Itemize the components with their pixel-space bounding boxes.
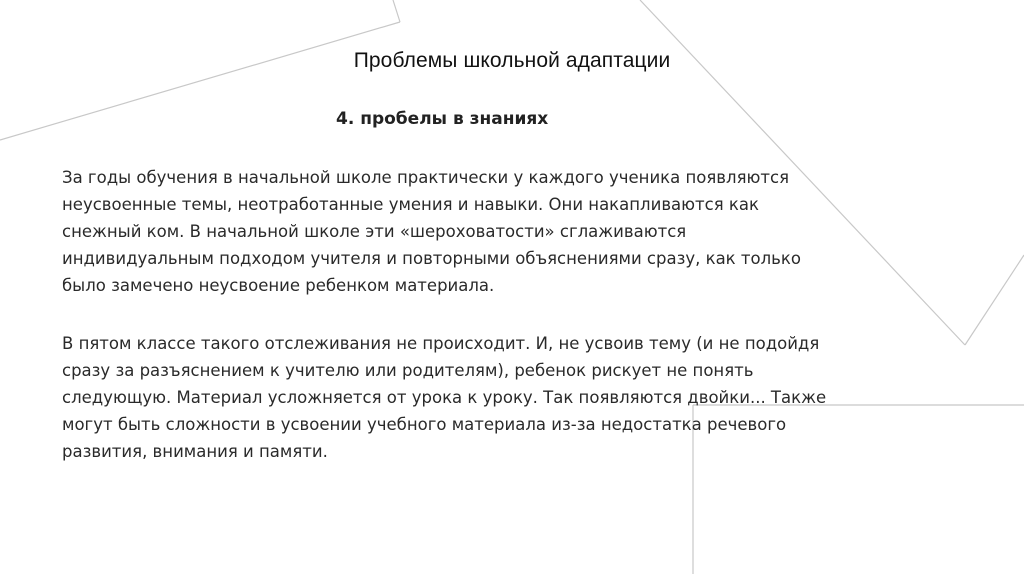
paragraph-line: было замечено неусвоение ребенком материала. [62, 276, 495, 295]
paragraph-line: В пятом классе такого отслеживания не происходит. И, не усвоив тему (и не подойдя [62, 334, 820, 353]
paragraph-line: сразу за разъяснением к учителю или родителям), ребенок рискует не понять [62, 361, 754, 380]
decor-line-top-left-vertical [393, 0, 400, 22]
paragraph-line: неусвоенные темы, неотработанные умения и навыки. Они накапливаются как [62, 195, 759, 214]
paragraph-line: следующую. Материал усложняется от урока к уроку. Так появляются двойки... Также [62, 388, 827, 407]
paragraph-line: индивидуальным подходом учителя и повторными объяснениями сразу, как только [62, 249, 801, 268]
paragraph-line: За годы обучения в начальной школе практически у каждого ученика появляются [62, 168, 789, 187]
decor-line-right-corner [965, 255, 1024, 345]
paragraph-1 [62, 164, 932, 299]
slide-subtitle: 4. пробелы в знаниях [336, 109, 549, 129]
slide-title: Проблемы школьной адаптации [353, 49, 671, 72]
paragraph-line: снежный ком. В начальной школе эти «шероховатости» сглаживаются [62, 222, 687, 241]
paragraph-line: развития, внимания и памяти. [62, 442, 328, 461]
paragraph-line: могут быть сложности в усвоении учебного материала из-за недостатка речевого [62, 415, 787, 434]
paragraph-2 [62, 330, 932, 465]
